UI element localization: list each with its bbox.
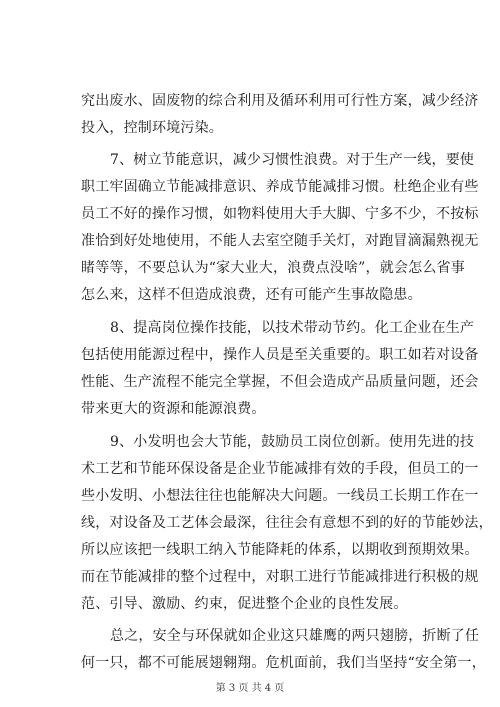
text-line: 究出废水、固废物的综合利用及循环利用可行性方案，减少经济 <box>81 93 479 109</box>
text-line: 员工不好的操作习惯，如物料使用大手大脚、宁多不少，不按标 <box>81 206 479 222</box>
conclusion-paragraph-start: 总之，安全与环保就如企业这只雄鹰的两只翅膀，折断了任 <box>110 628 480 644</box>
text-line: 准恰到好处地使用，不能人去室空随手关灯，对跑冒滴漏熟视无 <box>81 233 479 249</box>
text-line: 包括使用能源过程中，操作人员是至关重要的。职工如若对设备 <box>81 347 479 363</box>
text-line: 投入，控制环境污染。 <box>81 120 223 136</box>
text-line: 睹等等，不要总认为“家大业大，浪费点没啥”，就会怎么省事 <box>81 260 465 276</box>
text-line: 所以应该把一线职工纳入节能降耗的体系，以期收到预期效果。 <box>81 542 479 558</box>
text-line: 性能、生产流程不能完全掌握，不但会造成产品质量问题，还会 <box>81 374 479 390</box>
paragraph-7-start: 7、树立节能意识，减少习惯性浪费。对于生产一线，要使 <box>110 152 475 168</box>
text-line: 术工艺和节能环保设备是企业节能减排有效的手段，但员工的一 <box>81 461 479 477</box>
text-line: 线，对设备及工艺体会最深，往往会有意想不到的好的节能妙法， <box>81 515 493 531</box>
text-line: 范、引导、激励、约束，促进整个企业的良性发展。 <box>81 596 408 612</box>
text-line: 带来更大的资源和能源浪费。 <box>81 401 266 417</box>
text-line: 怎么来，这样不但造成浪费，还有可能产生事故隐患。 <box>81 287 422 303</box>
text-line: 些小发明、小想法往往也能解决大问题。一线员工长期工作在一 <box>81 488 479 504</box>
paragraph-9-start: 9、小发明也会大节能，鼓励员工岗位创新。使用先进的技 <box>110 434 475 450</box>
text-line: 职工牢固确立节能减排意识、养成节能减排习惯。杜绝企业有些 <box>81 179 479 195</box>
paragraph-8-start: 8、提高岗位操作技能，以技术带动节约。化工企业在生产 <box>110 320 475 336</box>
page-number-footer: 第 3 页 共 4 页 <box>215 683 285 694</box>
text-line: 而在节能减排的整个过程中，对职工进行节能减排进行积极的规 <box>81 569 479 585</box>
text-line: 何一只，都不可能展翅翱翔。危机面前，我们当坚持“安全第一， <box>81 655 486 671</box>
